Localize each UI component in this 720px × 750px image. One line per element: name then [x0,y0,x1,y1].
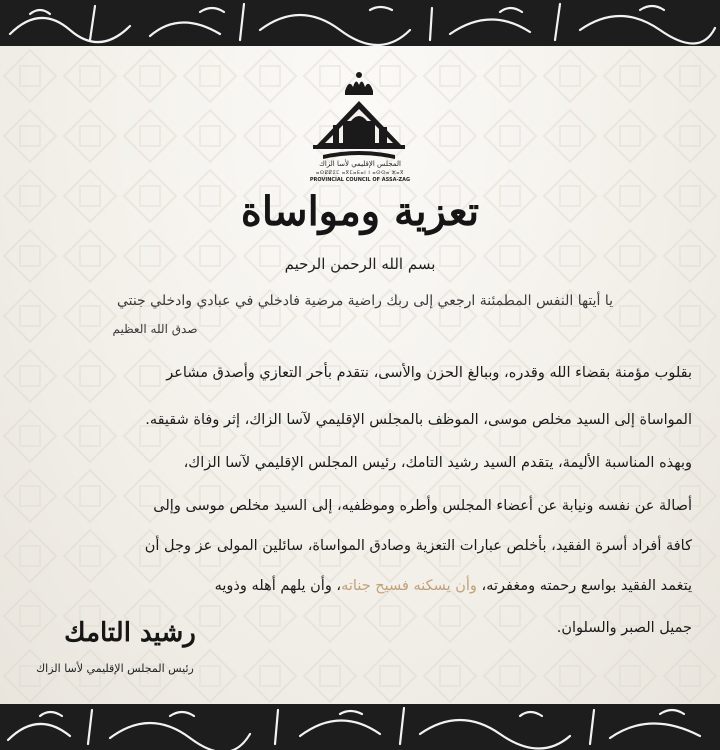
council-name-amazigh: ⴰⵙⵇⵇⵉⵎ ⴰⴳⵎⴰⴹⴰⵏ ⵏ ⴰⵙⵙⴰ ⵣⴰⴳ [316,170,404,176]
bottom-calligraphy-border [0,704,720,750]
body-line-4: أصالة عن نفسه ونيابة عن أعضاء المجلس وأطره وموظفيه، إلى السيد مخلص موسى وإلى [153,498,692,514]
body-line-6 [30,578,692,594]
council-name-arabic: المجلس الإقليمي لأسا الزاك [319,160,401,168]
highlighted-phrase: وأن يسكنه فسيح جناته [341,578,477,594]
body-line-1: بقلوب مؤمنة بقضاء الله وقدره، وببالغ الحزن والأسى، نتقدم بأحر التعازي وأصدق مشاعر [166,365,692,381]
body-line-3: وبهذه المناسبة الأليمة، يتقدم السيد رشيد التامك، رئيس المجلس الإقليمي لآسا الزاك، [183,455,692,471]
calligraphy-strokes-icon [0,0,720,46]
signer-title: رئيس المجلس الإقليمي لأسا الزاك [36,662,194,675]
page-title: تعزية ومواساة [240,188,480,235]
verse-closing: صدق الله العظيم [112,322,198,336]
body-line-7: جميل الصبر والسلوان. [556,620,692,636]
council-name-english: PROVINCIAL COUNCIL OF ASSA-ZAG [309,177,411,183]
calligraphy-strokes-icon [0,704,720,750]
quran-verse: يا أيتها النفس المطمئنة ارجعي إلى ربك راضية مرضية فادخلي في عبادي وادخلي جنتي [116,293,614,309]
signature-name: رشيد التامك [64,618,196,648]
body-line-2: المواساة إلى السيد مخلص موسى، الموظف بالمجلس الإقليمي لآسا الزاك، إثر وفاة شقيقه. [145,412,692,428]
top-calligraphy-border [0,0,720,46]
body-line-6a: يتغمد الفقيد بواسع رحمته ومغفرته، [476,578,692,594]
council-emblem-icon [303,65,415,170]
basmala: بسم الله الرحمن الرحيم [284,255,436,273]
body-line-5: كافة أفراد أسرة الفقيد، بأخلص عبارات التعزية وصادق المواساة، سائلين المولى عز وجل أن [144,538,692,554]
body-line-6c: ، وأن يلهم أهله وذويه [214,578,342,594]
